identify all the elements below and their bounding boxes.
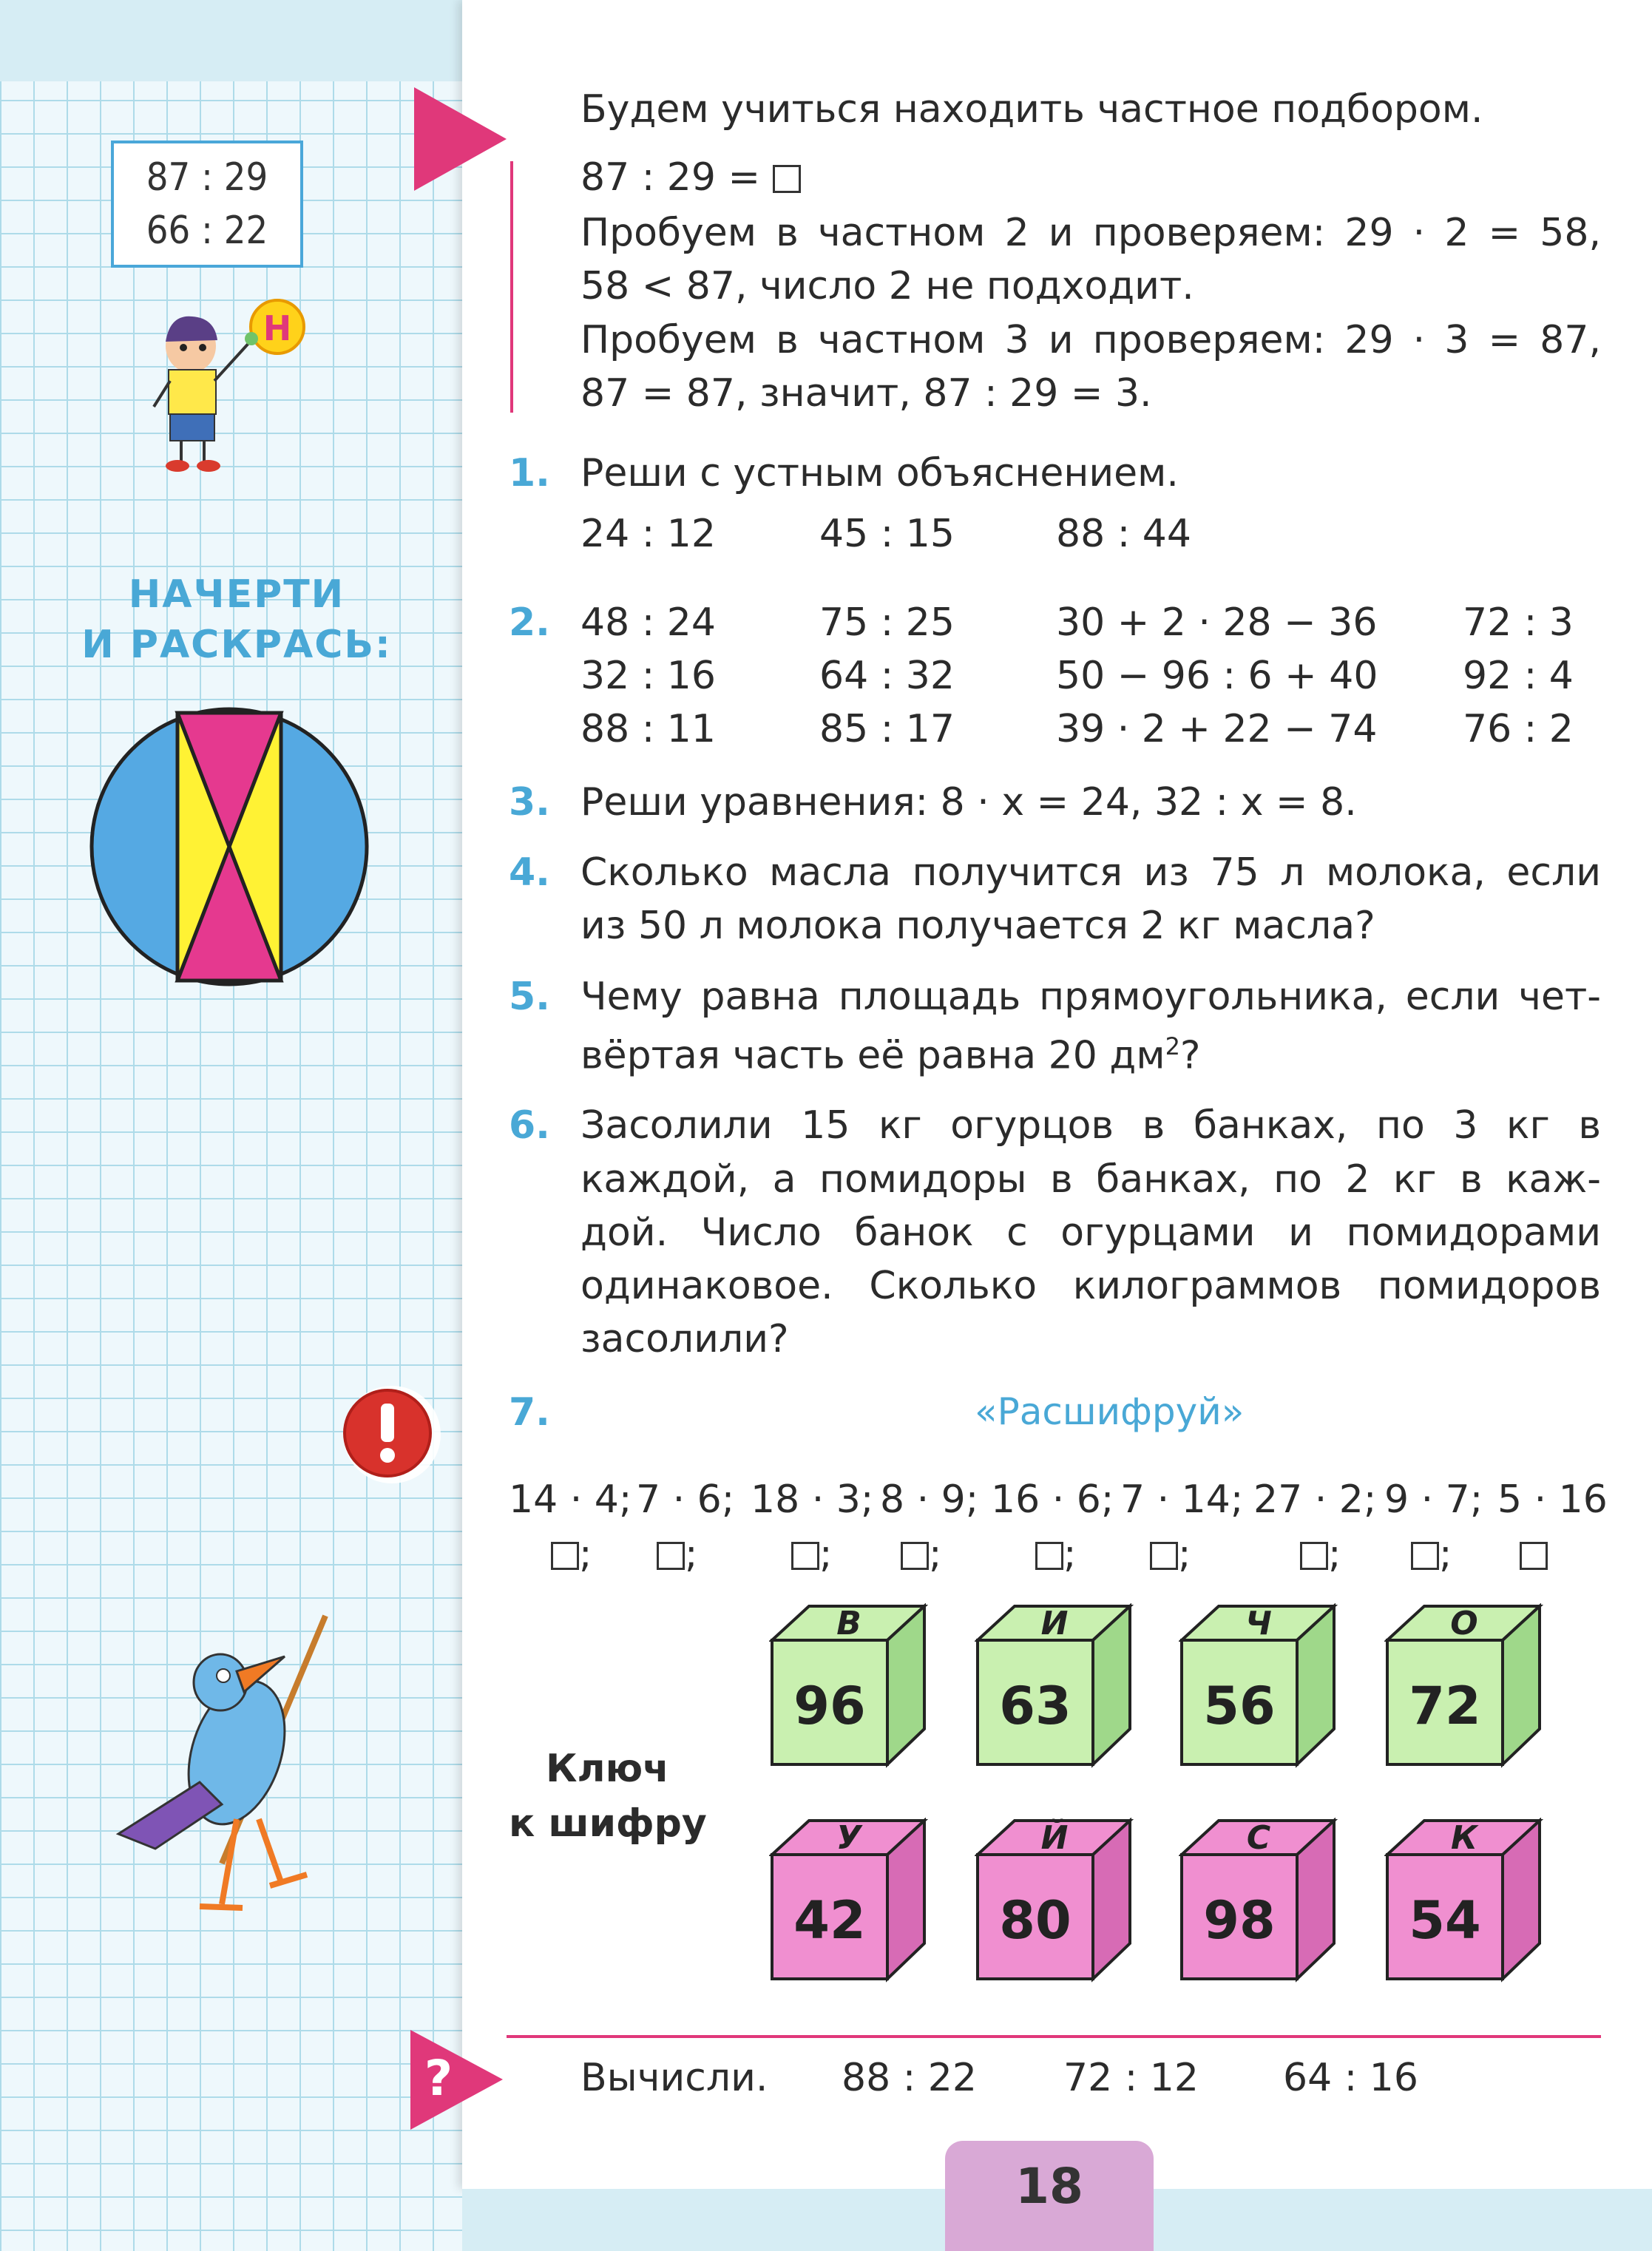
task-number: 6. bbox=[509, 1103, 550, 1148]
task-2-col3-item: 39 · 2 + 22 − 74 bbox=[1056, 707, 1378, 751]
expression: 9 · 7; bbox=[1384, 1477, 1483, 1522]
draw-and-color-title: НАЧЕРТИ И РАСКРАСЬ: bbox=[81, 572, 392, 667]
cipher-cube bbox=[975, 1818, 1134, 1984]
task-number: 1. bbox=[509, 451, 550, 495]
task-6-line: каждой, а помидоры в банках, по 2 кг в каж- bbox=[580, 1157, 1601, 1202]
cipher-cube bbox=[1179, 1818, 1338, 1984]
task-number: 3. bbox=[509, 780, 550, 825]
decode-title: «Расшифруй» bbox=[975, 1390, 1245, 1433]
task-1-text: Реши с устным объяснением. bbox=[580, 451, 1179, 495]
question-icon: ? bbox=[424, 2050, 453, 2107]
bottom-divider bbox=[507, 2035, 1601, 2038]
answer-slot[interactable]: ; bbox=[1035, 1532, 1077, 1577]
cube-letter: К bbox=[1451, 1819, 1477, 1857]
intro-line-3: Пробуем в частном 2 и проверяем: 29 · 2 = 58, bbox=[580, 211, 1601, 255]
expression: 8 · 9; bbox=[880, 1477, 979, 1522]
task-number: 2. bbox=[509, 600, 550, 645]
cube-letter: С bbox=[1246, 1819, 1271, 1857]
cipher-cube bbox=[769, 1603, 928, 1770]
cube-letter: У bbox=[836, 1819, 861, 1857]
task-2-col3-item: 30 + 2 · 28 − 36 bbox=[1056, 600, 1378, 645]
hint-box bbox=[111, 141, 303, 268]
task-2-col2-item: 85 : 17 bbox=[819, 707, 955, 751]
task-4-line: Сколько масла получится из 75 л молока, если bbox=[580, 850, 1601, 895]
cube-value: 54 bbox=[1409, 1890, 1481, 1951]
bird-with-pointer-illustration bbox=[111, 1612, 348, 1937]
task-1-item: 45 : 15 bbox=[819, 512, 955, 556]
cipher-cube bbox=[1179, 1603, 1338, 1770]
cube-value: 63 bbox=[999, 1676, 1072, 1736]
bottom-label: Вычисли. bbox=[580, 2056, 768, 2100]
expression: 27 · 2; bbox=[1253, 1477, 1377, 1522]
hint-line: 66 : 22 bbox=[146, 209, 268, 253]
intro-side-bar bbox=[510, 161, 513, 413]
task-5-line: Чему равна площадь прямоугольника, если чет- bbox=[580, 975, 1601, 1019]
answer-slot[interactable]: ; bbox=[1150, 1532, 1191, 1577]
intro-line-4: 58 < 87, число 2 не подходит. bbox=[580, 264, 1194, 308]
margin-top-band bbox=[0, 0, 473, 81]
cipher-cube bbox=[1384, 1818, 1543, 1984]
task-1-item: 24 : 12 bbox=[580, 512, 716, 556]
section-marker-triangle bbox=[414, 87, 510, 191]
task-6-line: засолили? bbox=[580, 1317, 789, 1361]
cube-letter: О bbox=[1450, 1605, 1478, 1642]
task-2-col4-item: 92 : 4 bbox=[1463, 654, 1574, 698]
answer-slot[interactable]: ; bbox=[791, 1532, 833, 1577]
task-2-col1-item: 48 : 24 bbox=[580, 600, 716, 645]
task-2-col1-item: 32 : 16 bbox=[580, 654, 716, 698]
task-2-col2-item: 75 : 25 bbox=[819, 600, 955, 645]
cipher-key-label: Ключ к шифру bbox=[509, 1747, 707, 1846]
task-6-line: дой. Число банок с огурцами и помидорами bbox=[580, 1211, 1601, 1255]
task-2-col1-item: 88 : 11 bbox=[580, 707, 716, 751]
answer-slot[interactable]: ; bbox=[901, 1532, 942, 1577]
expression: 5 · 16 bbox=[1497, 1477, 1608, 1522]
cube-value: 96 bbox=[793, 1676, 866, 1736]
task-5-line: вёртая часть её равна 20 $дм^2$? bbox=[580, 1032, 1201, 1078]
question-marker bbox=[410, 2030, 507, 2130]
task-2-col4-item: 76 : 2 bbox=[1463, 707, 1574, 751]
expression: 16 · 6; bbox=[991, 1477, 1114, 1522]
cube-letter: Ч bbox=[1245, 1605, 1272, 1642]
expression: 7 · 14; bbox=[1120, 1477, 1244, 1522]
cube-value: 56 bbox=[1203, 1676, 1276, 1736]
expression: 14 · 4; bbox=[509, 1477, 632, 1522]
cube-value: 98 bbox=[1203, 1890, 1276, 1951]
intro-line-2: 87 : 29 = bbox=[580, 155, 801, 200]
bottom-item: 64 : 16 bbox=[1283, 2056, 1418, 2100]
task-2-col4-item: 72 : 3 bbox=[1463, 600, 1574, 645]
cube-value: 80 bbox=[999, 1890, 1072, 1951]
bottom-item: 72 : 12 bbox=[1063, 2056, 1199, 2100]
task-4-line: из 50 л молока получается 2 кг масла? bbox=[580, 904, 1375, 948]
task-1-item: 88 : 44 bbox=[1056, 512, 1191, 556]
answer-slot[interactable]: ; bbox=[657, 1532, 698, 1577]
answer-slot[interactable] bbox=[1520, 1532, 1548, 1577]
cube-letter: В bbox=[836, 1605, 861, 1642]
mascot-badge-letter: Н bbox=[263, 308, 292, 348]
cube-value: 72 bbox=[1409, 1676, 1481, 1736]
answer-slot[interactable]: ; bbox=[1300, 1532, 1341, 1577]
task-number: 7. bbox=[509, 1390, 550, 1435]
hint-line: 87 : 29 bbox=[146, 155, 268, 200]
cube-letter: Й bbox=[1040, 1819, 1069, 1857]
task-number: 4. bbox=[509, 850, 550, 895]
intro-line-6: 87 = 87, значит, 87 : 29 = 3. bbox=[580, 371, 1152, 416]
cipher-cube bbox=[975, 1603, 1134, 1770]
task-3-text: Реши уравнения: 8 · x = 24, 32 : x = 8. bbox=[580, 780, 1357, 825]
cube-value: 42 bbox=[793, 1890, 866, 1951]
intro-line-1: Будем учиться находить частное подбором. bbox=[580, 87, 1483, 132]
intro-line-5: Пробуем в частном 3 и проверяем: 29 · 3 = 87, bbox=[580, 318, 1601, 362]
expression: 18 · 3; bbox=[751, 1477, 874, 1522]
task-2-col2-item: 64 : 32 bbox=[819, 654, 955, 698]
cipher-cube bbox=[1384, 1603, 1543, 1770]
boy-mascot-illustration bbox=[141, 296, 333, 473]
cipher-cube bbox=[769, 1818, 928, 1984]
answer-slot[interactable]: ; bbox=[1411, 1532, 1452, 1577]
task-number: 5. bbox=[509, 975, 550, 1019]
bottom-item: 88 : 22 bbox=[842, 2056, 977, 2100]
answer-box bbox=[773, 165, 801, 193]
page-number: 18 bbox=[1015, 2158, 1083, 2215]
answer-slot[interactable]: ; bbox=[551, 1532, 592, 1577]
task-6-line: одинаковое. Сколько килограммов помидоров bbox=[580, 1264, 1601, 1308]
expression: 7 · 6; bbox=[636, 1477, 735, 1522]
circle-figure bbox=[85, 703, 373, 991]
task-2-col3-item: 50 − 96 : 6 + 40 bbox=[1056, 654, 1378, 698]
task-6-line: Засолили 15 кг огурцов в банках, по 3 кг в bbox=[580, 1103, 1601, 1148]
cube-letter: И bbox=[1040, 1605, 1069, 1642]
warning-icon bbox=[340, 1383, 458, 1501]
